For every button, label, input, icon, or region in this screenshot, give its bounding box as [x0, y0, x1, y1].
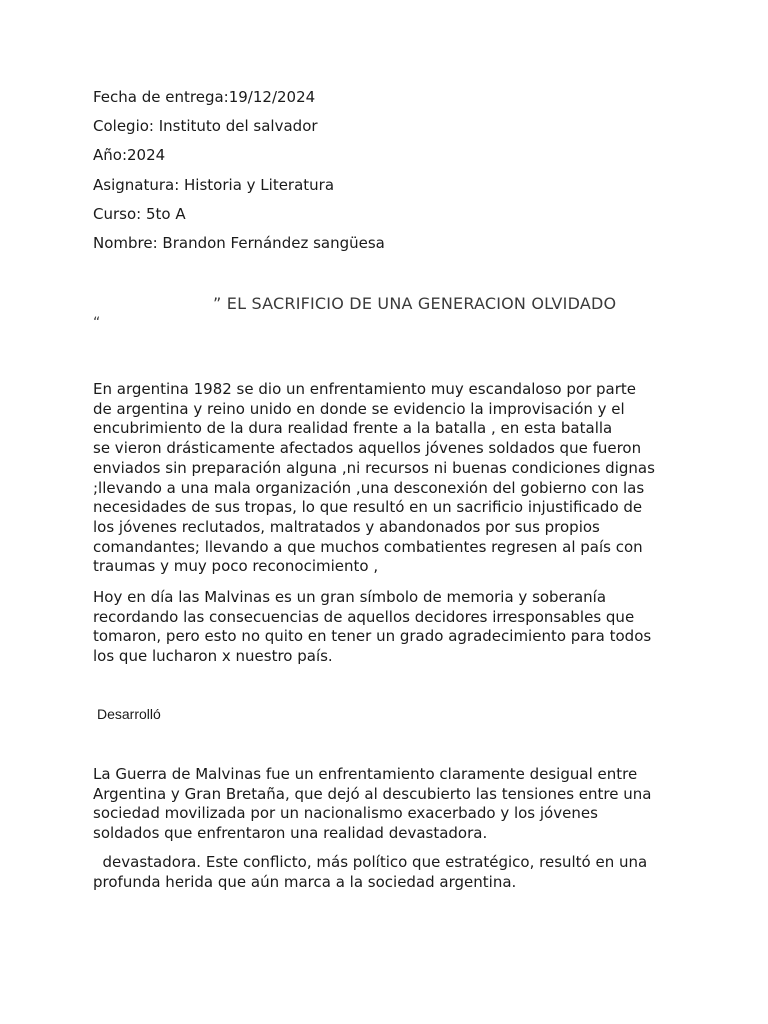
- text-line: sociedad movilizada por un nacionalismo exacerbado y los jóvenes: [93, 804, 598, 823]
- subject: Asignatura: Historia y Literatura: [93, 176, 335, 194]
- paragraph-development: [93, 765, 683, 844]
- text-line: encubrimiento de la dura realidad frente a la batalla , en esta batalla: [93, 419, 613, 438]
- paragraph-malvinas-today: [93, 588, 683, 667]
- text-line: profunda herida que aún marca a la sociedad argentina.: [93, 872, 517, 891]
- text-line: Argentina y Gran Bretaña, que dejó al descubierto las tensiones entre una: [93, 784, 652, 803]
- text-line: recordando las consecuencias de aquellos decidores irresponsables que: [93, 607, 635, 626]
- text-line: necesidades de sus tropas, lo que resultó en un sacrificio injustificado de: [93, 498, 643, 517]
- title-closing-quote: “: [93, 315, 101, 331]
- text-line: se vieron drásticamente afectados aquellos jóvenes soldados que fueron: [93, 439, 642, 458]
- text-line: enviados sin preparación alguna ,ni recursos ni buenas condiciones dignas: [93, 458, 655, 477]
- year: Año:2024: [93, 146, 166, 164]
- course: Curso: 5to A: [93, 205, 186, 223]
- text-line: ;llevando a una mala organización ,una desconexión del gobierno con las: [93, 478, 645, 497]
- text-line: Hoy en día las Malvinas es un gran símbolo de memoria y soberanía: [93, 588, 607, 606]
- school-name: Colegio: Instituto del salvador: [93, 117, 318, 135]
- section-heading-desarrollo: Desarrolló: [97, 706, 161, 722]
- text-line: devastadora. Este conflicto, más político que estratégico, resultó en una: [93, 853, 648, 871]
- text-line: comandantes; llevando a que muchos combatientes regresen al país con: [93, 537, 643, 556]
- delivery-date: Fecha de entrega:19/12/2024: [93, 88, 316, 106]
- text-line: La Guerra de Malvinas fue un enfrentamiento claramente desigual entre: [93, 765, 638, 783]
- text-line: En argentina 1982 se dio un enfrentamiento muy escandaloso por parte: [93, 380, 636, 398]
- text-line: los jóvenes reclutados, maltratados y abandonados por sus propios: [93, 517, 600, 536]
- text-line: tomaron, pero esto no quito en tener un grado agradecimiento para todos: [93, 627, 652, 646]
- paragraph-intro: [93, 380, 683, 577]
- text-line: de argentina y reino unido en donde se evidencio la improvisación y el: [93, 399, 625, 418]
- text-line: soldados que enfrentaron una realidad devastadora.: [93, 824, 488, 843]
- text-line: traumas y muy poco reconocimiento ,: [93, 557, 379, 576]
- student-name: Nombre: Brandon Fernández sangüesa: [93, 234, 385, 252]
- document-title: ” EL SACRIFICIO DE UNA GENERACION OLVIDADO: [213, 294, 617, 313]
- paragraph-conclusion: [93, 853, 683, 892]
- text-line: los que lucharon x nuestro país.: [93, 647, 333, 666]
